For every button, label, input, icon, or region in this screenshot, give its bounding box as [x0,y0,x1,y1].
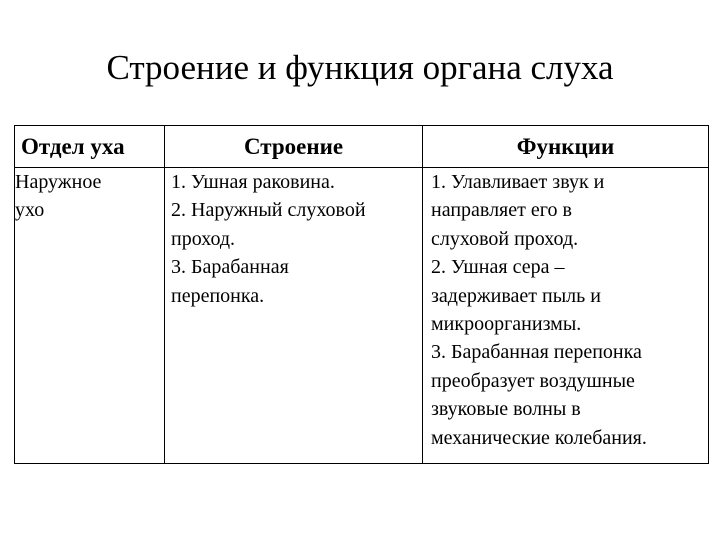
cell-line: перепонка. [171,284,265,307]
cell-line: 3. Барабанная перепонка [431,341,642,364]
cell-line: Наружное [15,171,102,193]
structure-cell [165,168,423,464]
cell-line: проход. [171,227,236,250]
cell-line: слуховой проход. [431,227,579,250]
cell-line: микроорганизмы. [431,313,582,336]
column-header-structure: Строение [165,126,423,168]
cell-line: 1. Ушная раковина. [171,171,335,193]
cell-line: направляет его в [431,199,572,222]
cell-line: 3. Барабанная [171,256,289,279]
page-title: Строение и функция органа слуха [106,48,614,87]
column-header-ear-section: Отдел уха [15,126,165,168]
table-row [15,168,709,464]
table-header-row [15,126,709,168]
ear-section-cell [15,168,165,464]
column-header-functions: Функции [423,126,709,168]
cell-line: 2. Наружный слуховой [171,199,366,222]
functions-cell [423,168,709,464]
cell-line: ухо [15,199,45,222]
cell-line: 2. Ушная сера – [431,256,565,279]
cell-line: преобразует воздушные [431,369,635,392]
cell-line: 1. Улавливает звук и [431,171,605,193]
cell-line: звуковые волны в [431,398,581,421]
cell-line: задерживает пыль и [431,284,601,307]
ear-structure-table [14,125,709,464]
cell-line: механические колебания. [431,426,647,449]
